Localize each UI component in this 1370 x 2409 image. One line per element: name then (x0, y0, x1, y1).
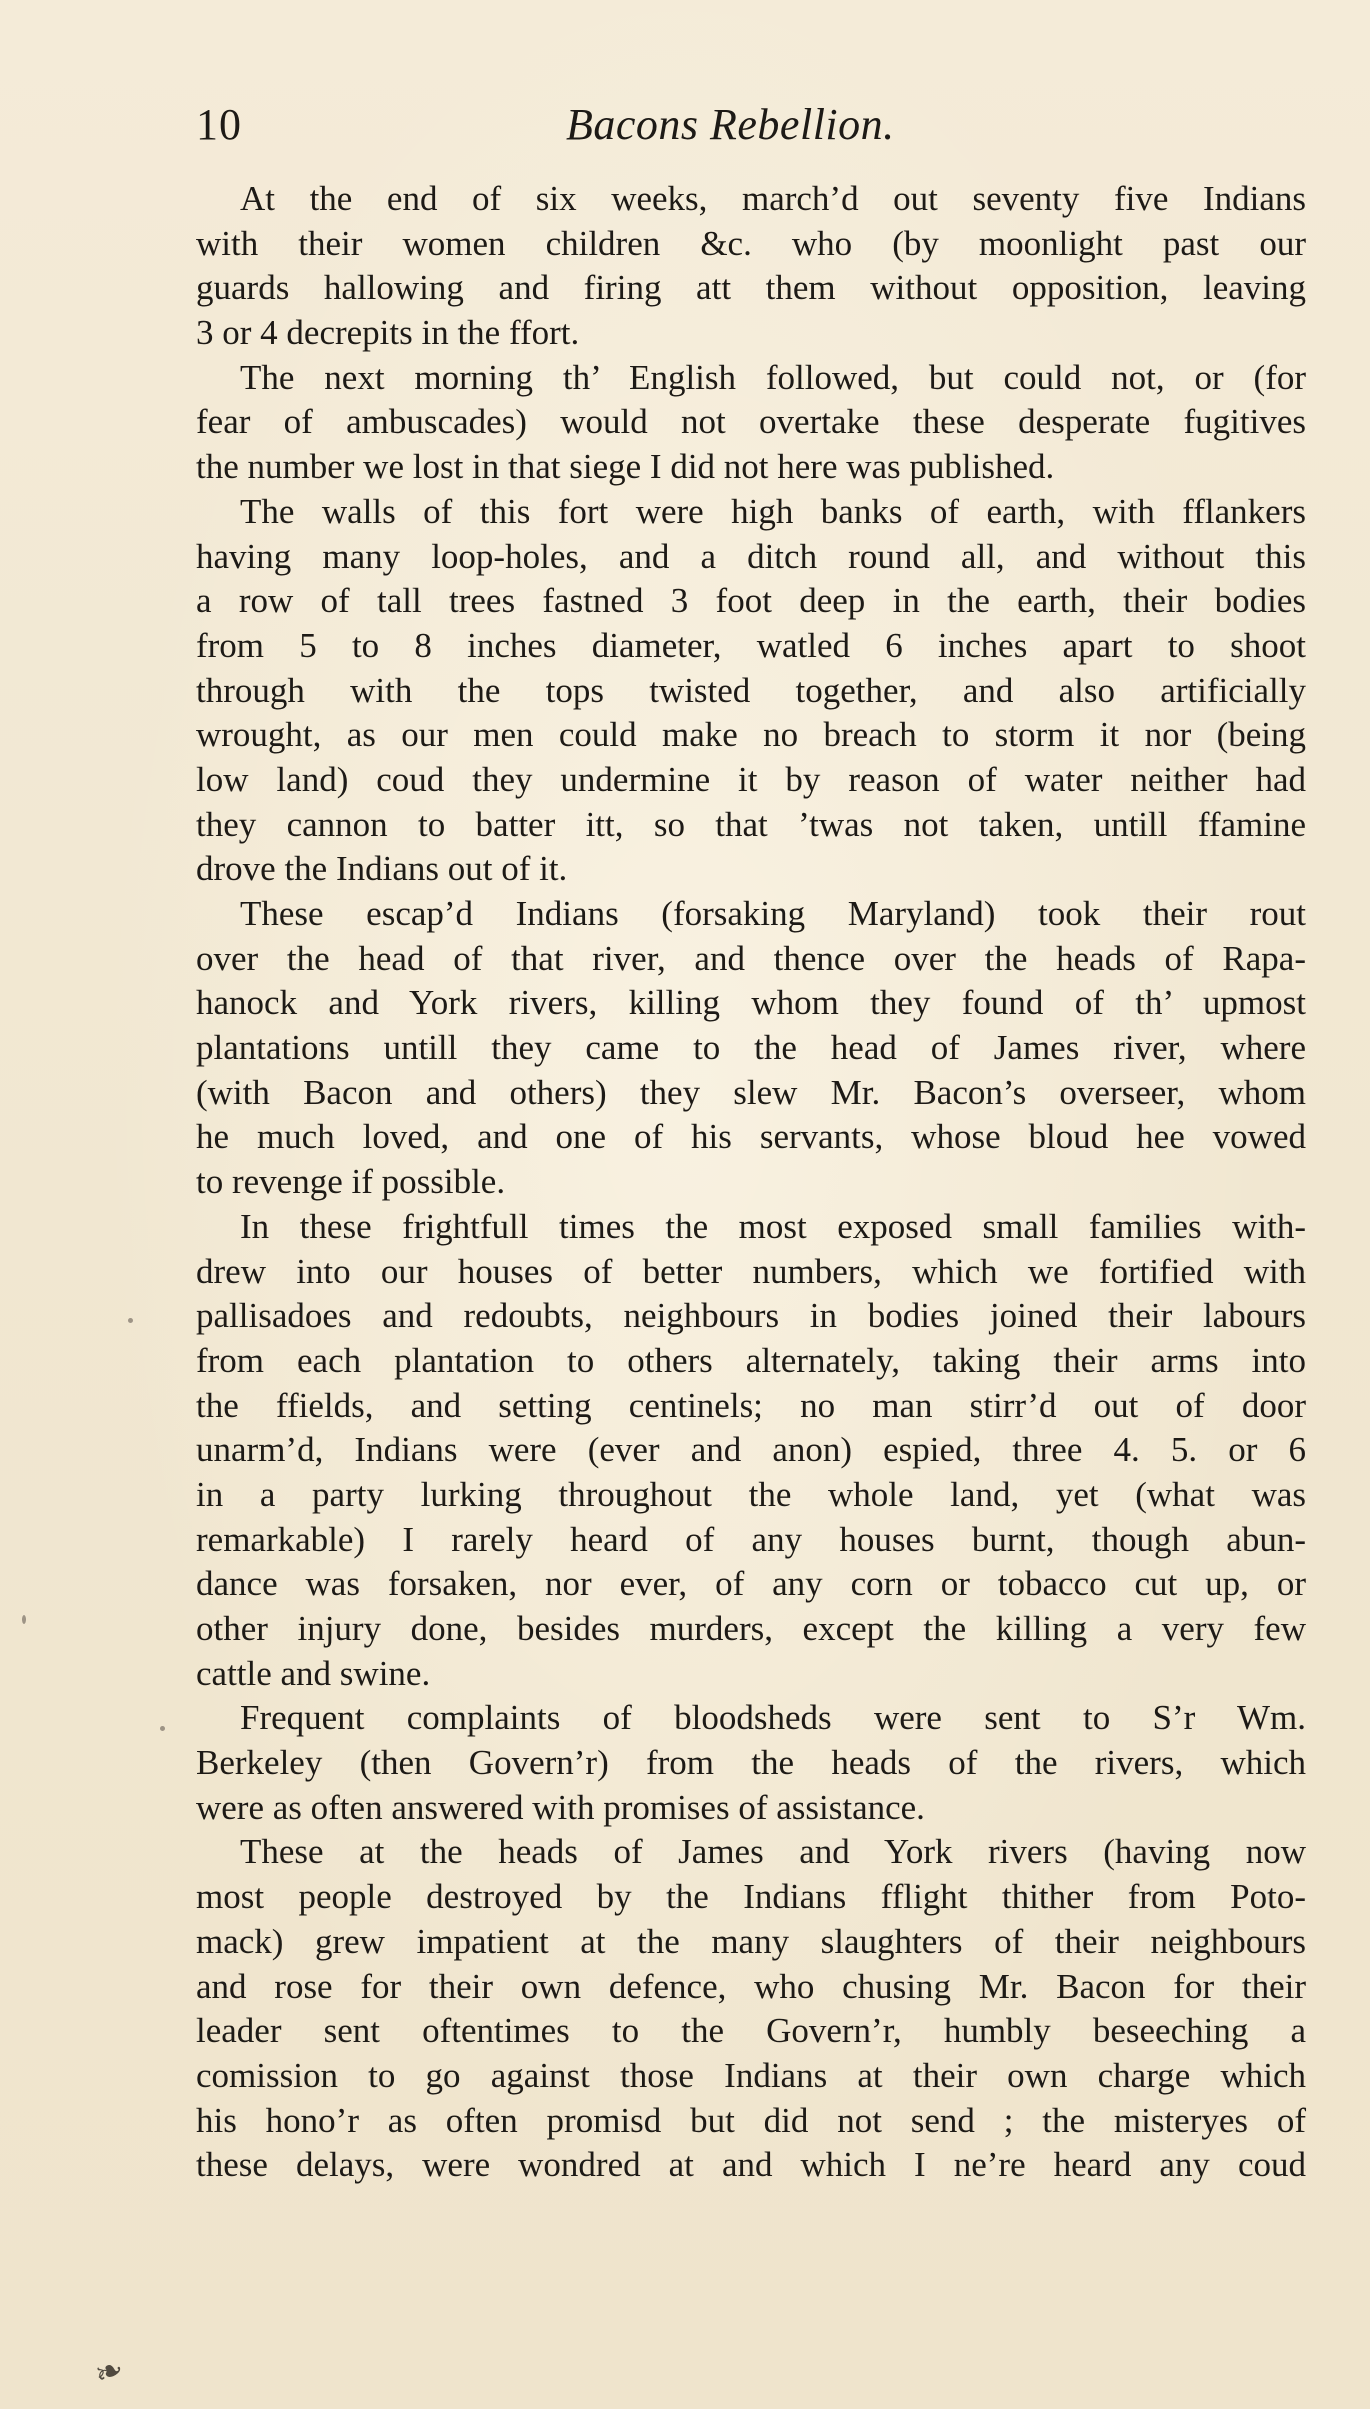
text-line: from 5 to 8 inches diameter, watled 6 inches apart to shoot (196, 625, 1306, 665)
text-line: the number we lost in that siege I did not here was published. (196, 447, 1055, 487)
text-line: were as often answered with promises of assistance. (196, 1787, 925, 1827)
text-line: comission to go against those Indians at their own charge which (196, 2055, 1306, 2095)
text-line: he much loved, and one of his servants, whose bloud hee vowed (196, 1117, 1306, 1157)
text-line: most people destroyed by the Indians fflight thither from Poto- (196, 1877, 1306, 1917)
page-number: 10 (196, 100, 242, 149)
text-line: drove the Indians out of it. (196, 849, 568, 889)
body-text (196, 177, 1306, 2188)
text-line: from each plantation to others alternately, taking their arms into (196, 1340, 1306, 1380)
text-line: plantations untill they came to the head of James river, where (196, 1028, 1306, 1068)
text-line: the ffields, and setting centinels; no man stirr’d out of door (196, 1385, 1306, 1425)
text-line: At the end of six weeks, march’d out seventy five Indians (240, 179, 1306, 218)
text-line: mack) grew impatient at the many slaughters of their neighbours (196, 1921, 1306, 1961)
text-line: these delays, were wondred at and which I ne’re heard any coud (196, 2145, 1306, 2185)
text-line: dance was forsaken, nor ever, of any corn or tobacco cut up, or (196, 1564, 1306, 1604)
text-line: The walls of this fort were high banks of earth, with fflankers (240, 491, 1306, 531)
text-line: a row of tall trees fastned 3 foot deep in the earth, their bodies (196, 581, 1306, 621)
text-line: Frequent complaints of bloodsheds were sent to S’r Wm. (240, 1698, 1306, 1738)
running-title: Bacons Rebellion. (566, 100, 895, 149)
text-line: and rose for their own defence, who chusing Mr. Bacon for their (196, 1966, 1306, 2006)
text-line: leader sent oftentimes to the Govern’r, humbly beseeching a (196, 2011, 1306, 2051)
text-line: his hono’r as often promisd but did not send ; the misteryes of (196, 2100, 1306, 2140)
paper-speck (160, 1726, 165, 1731)
text-line: to revenge if possible. (196, 1162, 506, 1202)
text-line: 3 or 4 decrepits in the ffort. (196, 313, 580, 353)
text-line: unarm’d, Indians were (ever and anon) espied, three 4. 5. or 6 (196, 1430, 1306, 1470)
text-line: fear of ambuscades) would not overtake these desperate fugitives (196, 402, 1306, 442)
running-head (196, 95, 1306, 155)
text-line: In these frightfull times the most exposed small families with- (240, 1206, 1306, 1246)
paper-speck (22, 1615, 26, 1624)
paper-speck (128, 1318, 133, 1323)
text-line: through with the tops twisted together, and also artificially (196, 670, 1306, 710)
text-line: These at the heads of James and York rivers (having now (240, 1832, 1306, 1872)
text-line: having many loop-holes, and a ditch round all, and without this (196, 536, 1306, 576)
text-line: pallisadoes and redoubts, neighbours in bodies joined their labours (196, 1296, 1306, 1336)
text-line: over the head of that river, and thence over the heads of Rapa- (196, 938, 1306, 978)
text-line: wrought, as our men could make no breach to storm it nor (being (196, 715, 1306, 755)
text-line: cattle and swine. (196, 1653, 431, 1693)
text-line: These escap’d Indians (forsaking Maryland) took their rout (240, 894, 1306, 933)
text-line: Berkeley (then Govern’r) from the heads of the rivers, which (196, 1743, 1306, 1783)
text-line: drew into our houses of better numbers, which we fortified with (196, 1251, 1306, 1291)
text-line: with their women children &c. who (by moonlight past our (196, 223, 1306, 263)
text-line: (with Bacon and others) they slew Mr. Bacon’s overseer, whom (196, 1072, 1306, 1112)
text-line: they cannon to batter itt, so that ’twas not taken, untill ffamine (196, 804, 1306, 844)
text-line: remarkable) I rarely heard of any houses burnt, though abun- (196, 1519, 1306, 1559)
text-line: in a party lurking throughout the whole land, yet (what was (196, 1474, 1306, 1514)
text-line: low land) coud they undermine it by reason of water neither had (196, 759, 1306, 799)
text-line: hanock and York rivers, killing whom they found of th’ upmost (196, 983, 1306, 1023)
ink-blot-mark: ❧ (89, 2350, 130, 2395)
text-line: guards hallowing and firing att them without opposition, leaving (196, 268, 1306, 308)
text-line: The next morning th’ English followed, but could not, or (for (240, 357, 1306, 397)
text-line: other injury done, besides murders, except the killing a very few (196, 1609, 1306, 1648)
